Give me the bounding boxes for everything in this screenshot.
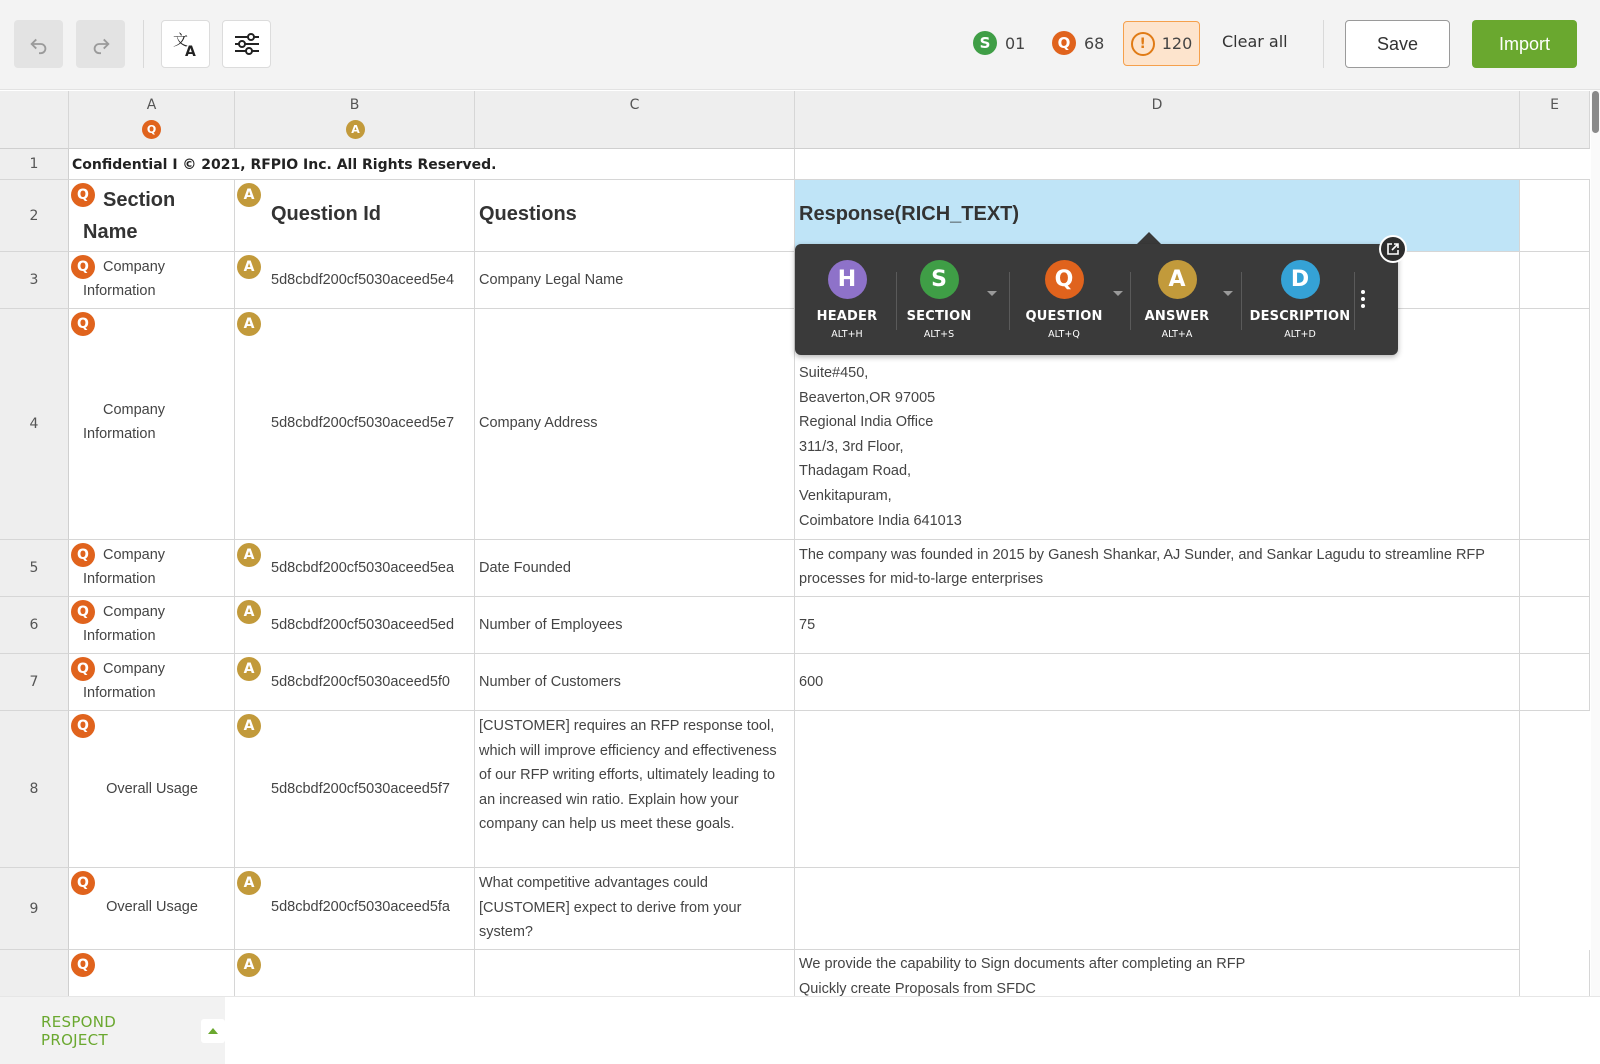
address-line: 311/3, 3rd Floor,	[799, 438, 904, 455]
popup-divider	[1354, 272, 1355, 330]
row-header[interactable]: 2	[0, 180, 69, 252]
column-header-e[interactable]	[1520, 91, 1590, 149]
answer-badge: A	[237, 255, 261, 279]
description-tag-icon: D	[1281, 260, 1320, 299]
question-badge: Q	[71, 871, 95, 895]
cell-b5[interactable]	[235, 540, 475, 597]
tag-shortcut: ALT+S	[923, 329, 955, 340]
answer-tag-icon: A	[1158, 260, 1197, 299]
respond-project-tab[interactable]	[0, 997, 225, 1064]
open-external-button[interactable]	[1379, 235, 1407, 263]
cell-text: [CUSTOMER] requires an RFP response tool, which will improve efficiency and effectiveness of our RFP writing efforts, ultimately leading to an increased win ratio. Explain how your company can help us meet these goals.	[479, 718, 777, 833]
answer-badge: A	[237, 953, 261, 977]
warning-counter[interactable]	[1123, 21, 1200, 66]
popup-divider	[1130, 272, 1131, 330]
answer-badge: A	[237, 600, 261, 624]
row-header[interactable]: 8	[0, 711, 69, 868]
popup-divider	[896, 272, 897, 330]
cell-text: 5d8cbdf200cf5030aceed5f7	[271, 781, 450, 797]
cell-text: 5d8cbdf200cf5030aceed5e4	[271, 272, 455, 288]
cell-b7[interactable]	[235, 654, 475, 711]
warning-count: 120	[1161, 34, 1193, 53]
cell-text: Company Address	[479, 415, 598, 431]
expand-button[interactable]	[201, 1019, 225, 1043]
row-header[interactable]: 1	[0, 149, 69, 180]
cell-b2[interactable]	[235, 180, 475, 252]
cell-text: 5d8cbdf200cf5030aceed5ea	[271, 560, 455, 576]
settings-button[interactable]	[222, 20, 271, 68]
cell-d8[interactable]	[795, 711, 1520, 868]
cell-c9[interactable]	[475, 868, 795, 950]
question-counter[interactable]	[1052, 31, 1104, 55]
question-badge: Q	[71, 543, 95, 567]
tag-section-button[interactable]	[901, 260, 977, 340]
cell-text: Section Name	[83, 189, 176, 243]
redo-button[interactable]	[76, 20, 125, 68]
answer-badge: A	[237, 183, 261, 207]
response-line: Quickly create Proposals from SFDC	[799, 980, 1036, 996]
svg-text:文: 文	[172, 31, 188, 49]
scrollbar-thumb[interactable]	[1592, 91, 1599, 133]
cell-b4[interactable]	[235, 309, 475, 540]
cell-a8[interactable]	[69, 711, 235, 868]
address-line: Venkitapuram,	[799, 487, 892, 504]
cell-text: Number of Customers	[479, 674, 621, 690]
cell-text: Date Founded	[479, 560, 571, 576]
more-options-icon[interactable]	[1361, 290, 1365, 311]
cell-text: 5d8cbdf200cf5030aceed5e7	[271, 415, 455, 431]
cell-c7[interactable]	[475, 654, 795, 711]
response-line: We provide the capability to Sign documents after completing an RFP	[799, 956, 1246, 972]
cell-c3[interactable]	[475, 252, 795, 309]
cell-e2[interactable]	[1520, 180, 1590, 252]
cell-b3[interactable]	[235, 252, 475, 309]
question-badge: Q	[71, 953, 95, 977]
cell-d5[interactable]	[795, 540, 1520, 597]
tag-shortcut: ALT+A	[1161, 329, 1193, 340]
answer-dropdown-icon[interactable]	[1223, 291, 1233, 296]
cell-text: Number of Employees	[479, 617, 623, 633]
translate-button[interactable]	[161, 20, 210, 68]
tag-label: DESCRIPTION	[1249, 309, 1351, 324]
question-badge: Q	[71, 312, 95, 336]
section-count: 01	[1005, 33, 1026, 53]
question-badge: Q	[1052, 31, 1076, 55]
cell-a3[interactable]	[69, 252, 235, 309]
cell-text-lines	[799, 361, 962, 533]
cell-text: 5d8cbdf200cf5030aceed5fa	[271, 899, 450, 915]
toolbar	[0, 0, 1600, 90]
cell-a7[interactable]	[69, 654, 235, 711]
sliders-icon	[234, 31, 260, 57]
cell-d9[interactable]	[795, 868, 1520, 950]
cell-c4[interactable]	[475, 309, 795, 540]
cell-a5[interactable]	[69, 540, 235, 597]
section-counter[interactable]	[973, 31, 1025, 55]
question-badge: Q	[142, 120, 161, 139]
cell-text-lines	[799, 952, 1245, 996]
footer-bar	[0, 996, 1600, 1063]
answer-badge: A	[237, 714, 261, 738]
external-link-icon	[1386, 242, 1400, 256]
tag-label: SECTION	[906, 309, 972, 324]
question-badge: Q	[71, 183, 95, 207]
cell-text: Company Legal Name	[479, 272, 624, 288]
address-line: Suite#450,	[799, 365, 869, 381]
cell-e4[interactable]	[1520, 309, 1590, 540]
row-header[interactable]: 5	[0, 540, 69, 597]
section-tag-icon: S	[920, 260, 959, 299]
tag-shortcut: ALT+Q	[1048, 329, 1080, 340]
question-badge: Q	[71, 255, 95, 279]
import-button[interactable]: Import	[1472, 20, 1577, 68]
question-count: 68	[1084, 33, 1105, 53]
tag-label: QUESTION	[1025, 309, 1103, 324]
column-header-a[interactable]	[69, 91, 235, 149]
cell-d10[interactable]	[795, 950, 1520, 996]
tag-shortcut: ALT+D	[1284, 329, 1316, 340]
tag-answer-button[interactable]	[1134, 260, 1220, 340]
column-letter: E	[1550, 97, 1559, 113]
cell-e10[interactable]	[1520, 950, 1590, 996]
tag-description-button[interactable]	[1245, 260, 1355, 340]
row-header[interactable]	[0, 950, 69, 996]
cell-text: Overall Usage	[106, 781, 198, 797]
cell-a6[interactable]	[69, 597, 235, 654]
question-badge: Q	[71, 657, 95, 681]
translate-icon	[172, 30, 200, 58]
cell-text: Overall Usage	[106, 899, 198, 915]
tag-header-button[interactable]	[809, 260, 885, 340]
cell-c5[interactable]	[475, 540, 795, 597]
cell-text: 600	[799, 674, 824, 690]
cell-e5[interactable]	[1520, 540, 1590, 597]
tag-label: HEADER	[816, 309, 878, 324]
toolbar-divider	[1323, 20, 1324, 68]
cell-a2[interactable]	[69, 180, 235, 252]
cell-text: Response(RICH_TEXT)	[799, 203, 1020, 225]
cell-d7[interactable]	[795, 654, 1520, 711]
vertical-scrollbar[interactable]	[1591, 91, 1600, 996]
address-line: Coimbatore India 641013	[799, 512, 962, 529]
cell-text: 5d8cbdf200cf5030aceed5f0	[271, 674, 450, 690]
tag-label: ANSWER	[1144, 309, 1210, 324]
cell-text: Company Information	[83, 547, 166, 587]
question-badge: Q	[71, 600, 95, 624]
cell-b9[interactable]	[235, 868, 475, 950]
popup-divider	[1241, 272, 1242, 330]
header-tag-icon: H	[828, 260, 867, 299]
column-letter: D	[1151, 97, 1163, 113]
address-line: Beaverton,OR 97005	[799, 389, 936, 406]
cell-text: 5d8cbdf200cf5030aceed5ed	[271, 617, 455, 633]
cell-c6[interactable]	[475, 597, 795, 654]
toolbar-divider	[143, 20, 144, 68]
undo-icon	[28, 33, 50, 55]
cell-e3[interactable]	[1520, 252, 1590, 309]
cell-b6[interactable]	[235, 597, 475, 654]
address-line: Thadagam Road,	[799, 463, 912, 480]
footer-tab-label: RESPOND PROJECT	[41, 1012, 117, 1049]
column-header-d[interactable]	[795, 91, 1520, 149]
cell-d6[interactable]	[795, 597, 1520, 654]
cell-a10[interactable]	[69, 950, 235, 996]
tag-question-button[interactable]	[1015, 260, 1113, 340]
cell-text: Company Information	[83, 604, 166, 644]
column-letter: A	[146, 97, 157, 113]
cell-a1[interactable]: Confidential I © 2021, RFPIO Inc. All Rights Reserved.	[69, 149, 795, 180]
cell-text: The company was founded in 2015 by Ganesh Shankar, AJ Sunder, and Sankar Lagudu to streamline RFP processes for mid-to-large enterprises	[799, 547, 1485, 587]
column-letter: B	[349, 97, 360, 113]
cell-text: Company Information	[83, 661, 166, 701]
cell-c8[interactable]	[475, 711, 795, 868]
undo-button[interactable]	[14, 20, 63, 68]
column-letter: C	[629, 97, 640, 113]
corner-cell[interactable]	[0, 91, 69, 149]
clear-all-button[interactable]: Clear all	[1222, 32, 1288, 51]
question-badge: Q	[71, 714, 95, 738]
answer-badge: A	[237, 312, 261, 336]
answer-badge: A	[346, 120, 365, 139]
cell-e7[interactable]	[1520, 654, 1590, 711]
cell-d1[interactable]	[795, 149, 1590, 180]
question-tag-icon: Q	[1045, 260, 1084, 299]
spreadsheet-grid	[0, 91, 1590, 996]
answer-badge: A	[237, 657, 261, 681]
answer-badge: A	[237, 543, 261, 567]
cell-text: Question Id	[271, 203, 381, 225]
tag-shortcut: ALT+H	[831, 329, 863, 340]
question-dropdown-icon[interactable]	[1113, 291, 1123, 296]
row-header[interactable]: 4	[0, 309, 69, 540]
cell-e6[interactable]	[1520, 597, 1590, 654]
redo-icon	[90, 33, 112, 55]
address-line: Regional India Office	[799, 414, 934, 431]
row-header[interactable]: 7	[0, 654, 69, 711]
cell-text: Company Information	[83, 402, 166, 442]
section-dropdown-icon[interactable]	[987, 291, 997, 296]
tag-popup-menu	[795, 244, 1398, 355]
cell-text: What competitive advantages could [CUSTOMER] expect to derive from your system?	[479, 875, 742, 941]
row-header[interactable]: 3	[0, 252, 69, 309]
popup-divider	[1009, 272, 1010, 330]
cell-b10[interactable]	[235, 950, 475, 996]
save-button[interactable]: Save	[1345, 20, 1450, 68]
cell-c2[interactable]	[475, 180, 795, 252]
cell-text: 75	[799, 617, 816, 633]
cell-text: Questions	[479, 203, 577, 225]
cell-a4[interactable]	[69, 309, 235, 540]
row-header[interactable]: 6	[0, 597, 69, 654]
row-header[interactable]: 9	[0, 868, 69, 950]
column-header-b[interactable]	[235, 91, 475, 149]
cell-c10[interactable]	[475, 950, 795, 996]
svg-text:A: A	[184, 44, 196, 58]
answer-badge: A	[237, 871, 261, 895]
cell-b8[interactable]	[235, 711, 475, 868]
caret-up-icon	[207, 1027, 219, 1035]
section-badge: S	[973, 31, 997, 55]
cell-a9[interactable]	[69, 868, 235, 950]
column-header-c[interactable]	[475, 91, 795, 149]
warning-icon: !	[1131, 32, 1155, 56]
cell-text: Company Information	[83, 259, 166, 299]
